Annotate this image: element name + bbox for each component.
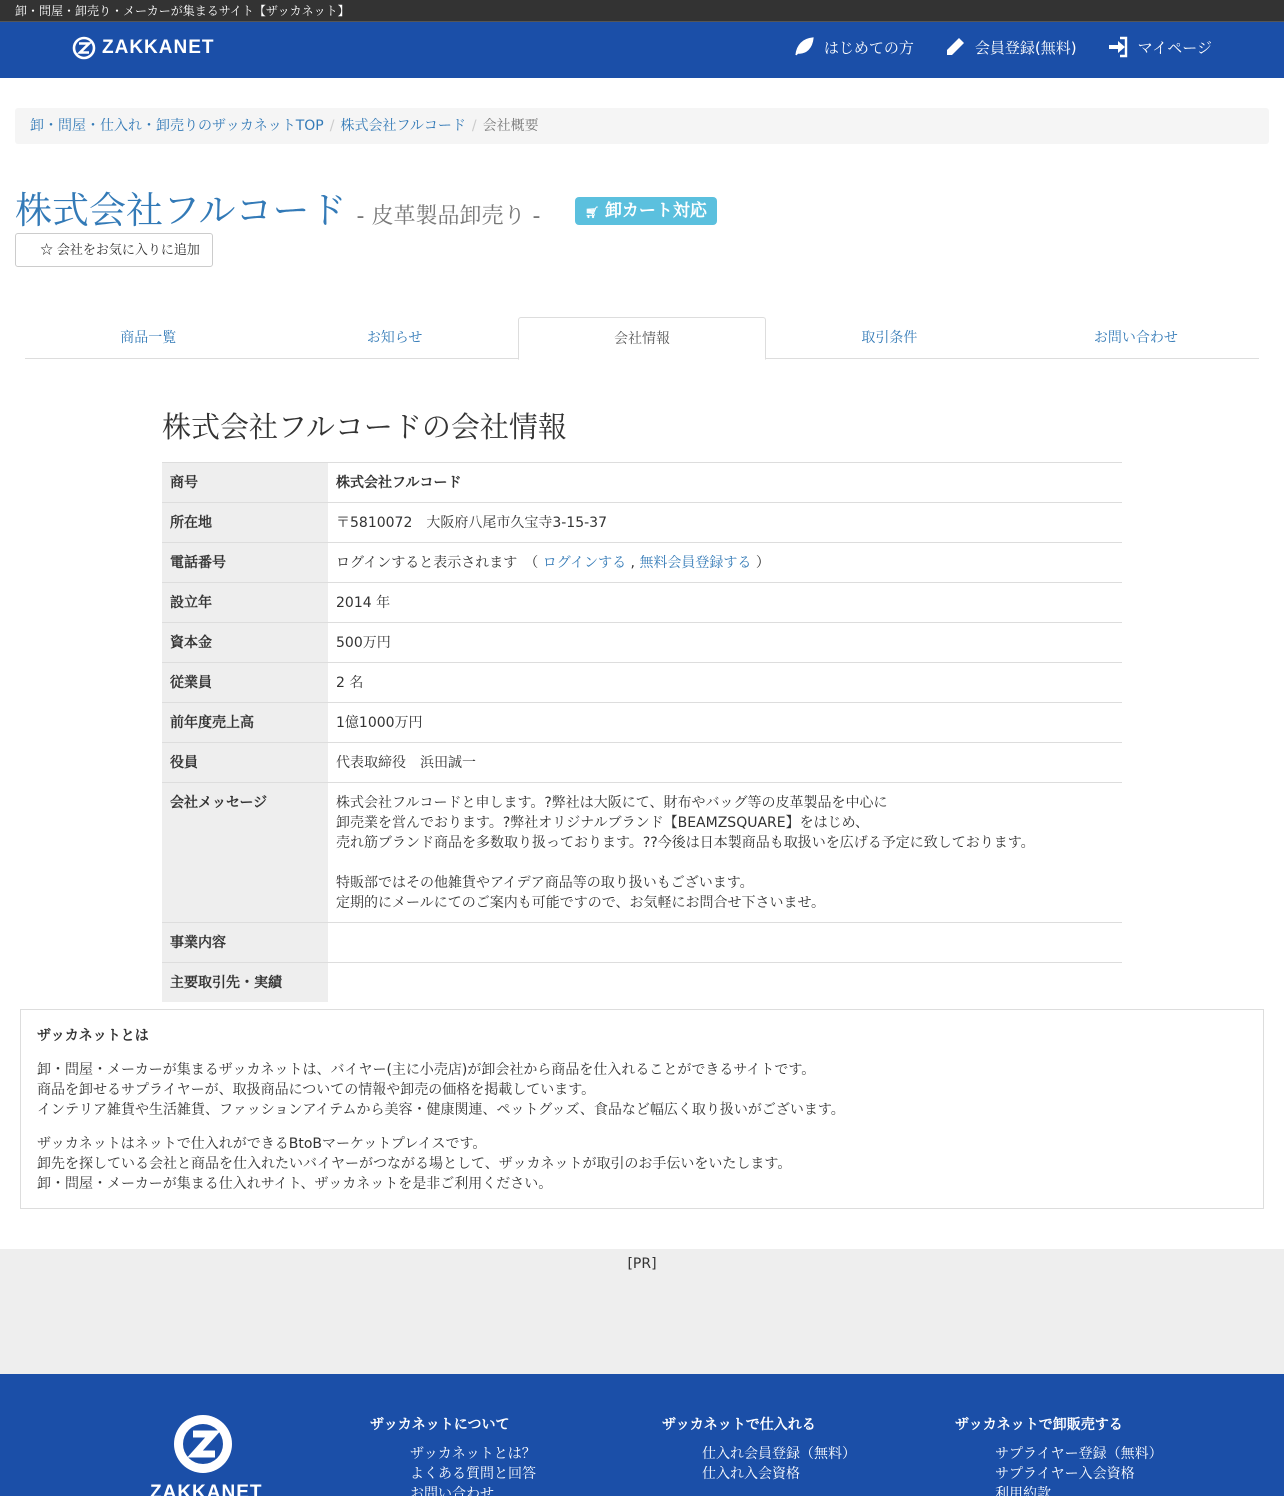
row-value: [328, 963, 1122, 1003]
nav-mypage[interactable]: [1107, 36, 1212, 58]
row-value: 1億1000万円: [328, 703, 1122, 743]
breadcrumb-top[interactable]: 卸・問屋・仕入れ・卸売りのザッカネットTOP: [30, 118, 324, 134]
row-value: 代表取締役 浜田誠一: [328, 743, 1122, 783]
tab-terms[interactable]: 取引条件: [861, 330, 918, 346]
logo-text: ZAKKANET: [102, 37, 215, 58]
table-row: [162, 663, 1122, 703]
company-category: - 皮革製品卸売り -: [356, 204, 541, 229]
table-row: [162, 463, 1122, 503]
pr-area: [0, 1249, 1284, 1374]
footer-link[interactable]: ザッカネットとは？: [410, 1446, 536, 1462]
about-box: [20, 1009, 1264, 1209]
row-label: 会社メッセージ: [162, 783, 328, 923]
footer-link[interactable]: 利用約款: [995, 1486, 1051, 1502]
zakkanet-logo-icon: [72, 36, 96, 60]
table-row: [162, 503, 1122, 543]
header-nav: [793, 36, 1212, 58]
table-row: [162, 703, 1122, 743]
company-tabs: [25, 317, 1259, 359]
about-paragraph: 卸・問屋・メーカーが集まるザッカネットは、バイヤー(主に小売店)が卸会社から商品を仕入れることができるサイトです。 商品を卸せるサプライヤーが、取扱商品についての情報や卸売の価格を掲載しています。 インテリア雑貨や生活雑貨、ファッションアイテムから美容・健康関連、ペットグッズ、食品など幅広く取り扱いがございます。: [37, 1062, 845, 1118]
register-link[interactable]: 無料会員登録する: [639, 555, 752, 571]
pr-label: [PR]: [627, 1256, 657, 1272]
row-label: 前年度売上高: [162, 703, 328, 743]
row-label: 従業員: [162, 663, 328, 703]
nav-label: マイページ: [1137, 38, 1212, 57]
site-tagline: 卸・問屋・卸売り・メーカーが集まるサイト【ザッカネット】: [0, 0, 1284, 22]
row-label: 主要取引先・実績: [162, 963, 328, 1003]
table-row: [162, 583, 1122, 623]
zakkanet-logo-icon: [169, 1412, 237, 1476]
table-row: [162, 743, 1122, 783]
footer-link[interactable]: サプライヤー登録（無料）: [995, 1446, 1163, 1462]
company-title: [15, 180, 540, 234]
nav-first-time[interactable]: [793, 36, 914, 58]
footer-heading: ザッカネットで仕入れる: [662, 1417, 816, 1433]
leaf-icon: [793, 36, 815, 58]
nav-label: 会員登録(無料): [974, 38, 1077, 57]
login-link[interactable]: ログインする: [542, 555, 627, 571]
row-label: 設立年: [162, 583, 328, 623]
about-paragraph: ザッカネットはネットで仕入れができるBtoBマーケットプレイスです。 卸先を探している会社と商品を仕入れたいバイヤーがつながる場として、ザッカネットが取引のお手伝いをいたします。 卸・問屋・メーカーが集まる仕入れサイト、ザッカネットを是非ご利用ください。: [37, 1136, 792, 1192]
pencil-icon: [944, 36, 966, 58]
add-favorite-label: 会社をお気に入りに追加: [56, 242, 200, 257]
nav-register[interactable]: [944, 36, 1077, 58]
add-favorite-button[interactable]: [15, 233, 213, 267]
row-label: 事業内容: [162, 923, 328, 963]
nav-label: はじめての方: [823, 38, 914, 57]
star-icon: ☆: [40, 242, 54, 257]
row-value: 〒5810072 大阪府八尾市久宝寺3-15-37: [328, 503, 1122, 543]
table-row: [162, 923, 1122, 963]
row-value: 2 名: [328, 663, 1122, 703]
section-title: 株式会社フルコードの会社情報: [162, 410, 567, 444]
company-info-table: [162, 462, 1122, 1002]
row-value: [328, 923, 1122, 963]
row-label: 商号: [162, 463, 328, 503]
tab-news[interactable]: お知らせ: [366, 330, 423, 346]
login-icon: [1107, 36, 1129, 58]
footer-link[interactable]: お問い合わせ: [410, 1486, 494, 1502]
row-value: 株式会社フルコード: [328, 463, 1122, 503]
company-name[interactable]: 株式会社フルコード: [15, 189, 347, 232]
breadcrumb-separator: /: [471, 118, 477, 134]
footer-logo[interactable]: [150, 1412, 263, 1504]
row-value: 500万円: [328, 623, 1122, 663]
footer-link[interactable]: 仕入れ入会資格: [702, 1466, 800, 1482]
row-value: ログインすると表示されます （ ログインする , 無料会員登録する ）: [328, 543, 1122, 583]
phone-hidden-text: ログインすると表示されます: [336, 555, 518, 571]
breadcrumb: [15, 108, 1269, 144]
footer-col-about: [370, 1414, 536, 1504]
tab-company-info[interactable]: 会社情報: [518, 317, 766, 360]
footer-link[interactable]: サプライヤー入会資格: [995, 1466, 1135, 1482]
footer-heading: ザッカネットで卸販売する: [955, 1417, 1123, 1433]
table-row: [162, 623, 1122, 663]
footer-logo-text: ZAKKANET: [150, 1482, 263, 1503]
table-row: [162, 783, 1122, 923]
company-message: 株式会社フルコードと申します。?弊社は大阪にて、財布やバッグ等の皮革製品を中心に 卸売業を営んでおります。?弊社オリジナルブランド【BEAMZSQUARE】をはじめ、 売れ筋ブランド商品を多数取り扱っております。??今後は日本製商品も取扱いを広げる予定に致しております。 特販部ではその他雑貨やアイデア商品等の取り扱いもございます。 定期的にメールにてのご案内も可能ですので、お気軽にお問合せ下さいませ。: [328, 783, 1122, 923]
about-heading: ザッカネットとは: [37, 1028, 149, 1044]
footer-link[interactable]: 仕入れ会員登録（無料）: [702, 1446, 856, 1462]
breadcrumb-current: 会社概要: [482, 118, 539, 134]
badge-label: 卸カート対応: [604, 201, 707, 221]
row-value: 2014 年: [328, 583, 1122, 623]
footer-col-buy: [662, 1414, 856, 1484]
cart-icon: 🛒︎: [585, 206, 600, 219]
footer-heading: ザッカネットについて: [370, 1417, 510, 1433]
tab-products[interactable]: 商品一覧: [120, 330, 177, 346]
row-label: 所在地: [162, 503, 328, 543]
breadcrumb-company[interactable]: 株式会社フルコード: [340, 118, 466, 134]
footer-col-sell: [955, 1414, 1163, 1504]
row-label: 電話番号: [162, 543, 328, 583]
cart-badge: [575, 197, 717, 225]
logo[interactable]: [72, 36, 215, 60]
table-row: [162, 963, 1122, 1003]
footer-link[interactable]: よくある質問と回答: [410, 1466, 536, 1482]
breadcrumb-separator: /: [329, 118, 335, 134]
tab-contact[interactable]: お問い合わせ: [1093, 330, 1178, 346]
table-row: [162, 543, 1122, 583]
header: [0, 22, 1284, 78]
row-label: 資本金: [162, 623, 328, 663]
footer: [0, 1374, 1284, 1503]
row-label: 役員: [162, 743, 328, 783]
